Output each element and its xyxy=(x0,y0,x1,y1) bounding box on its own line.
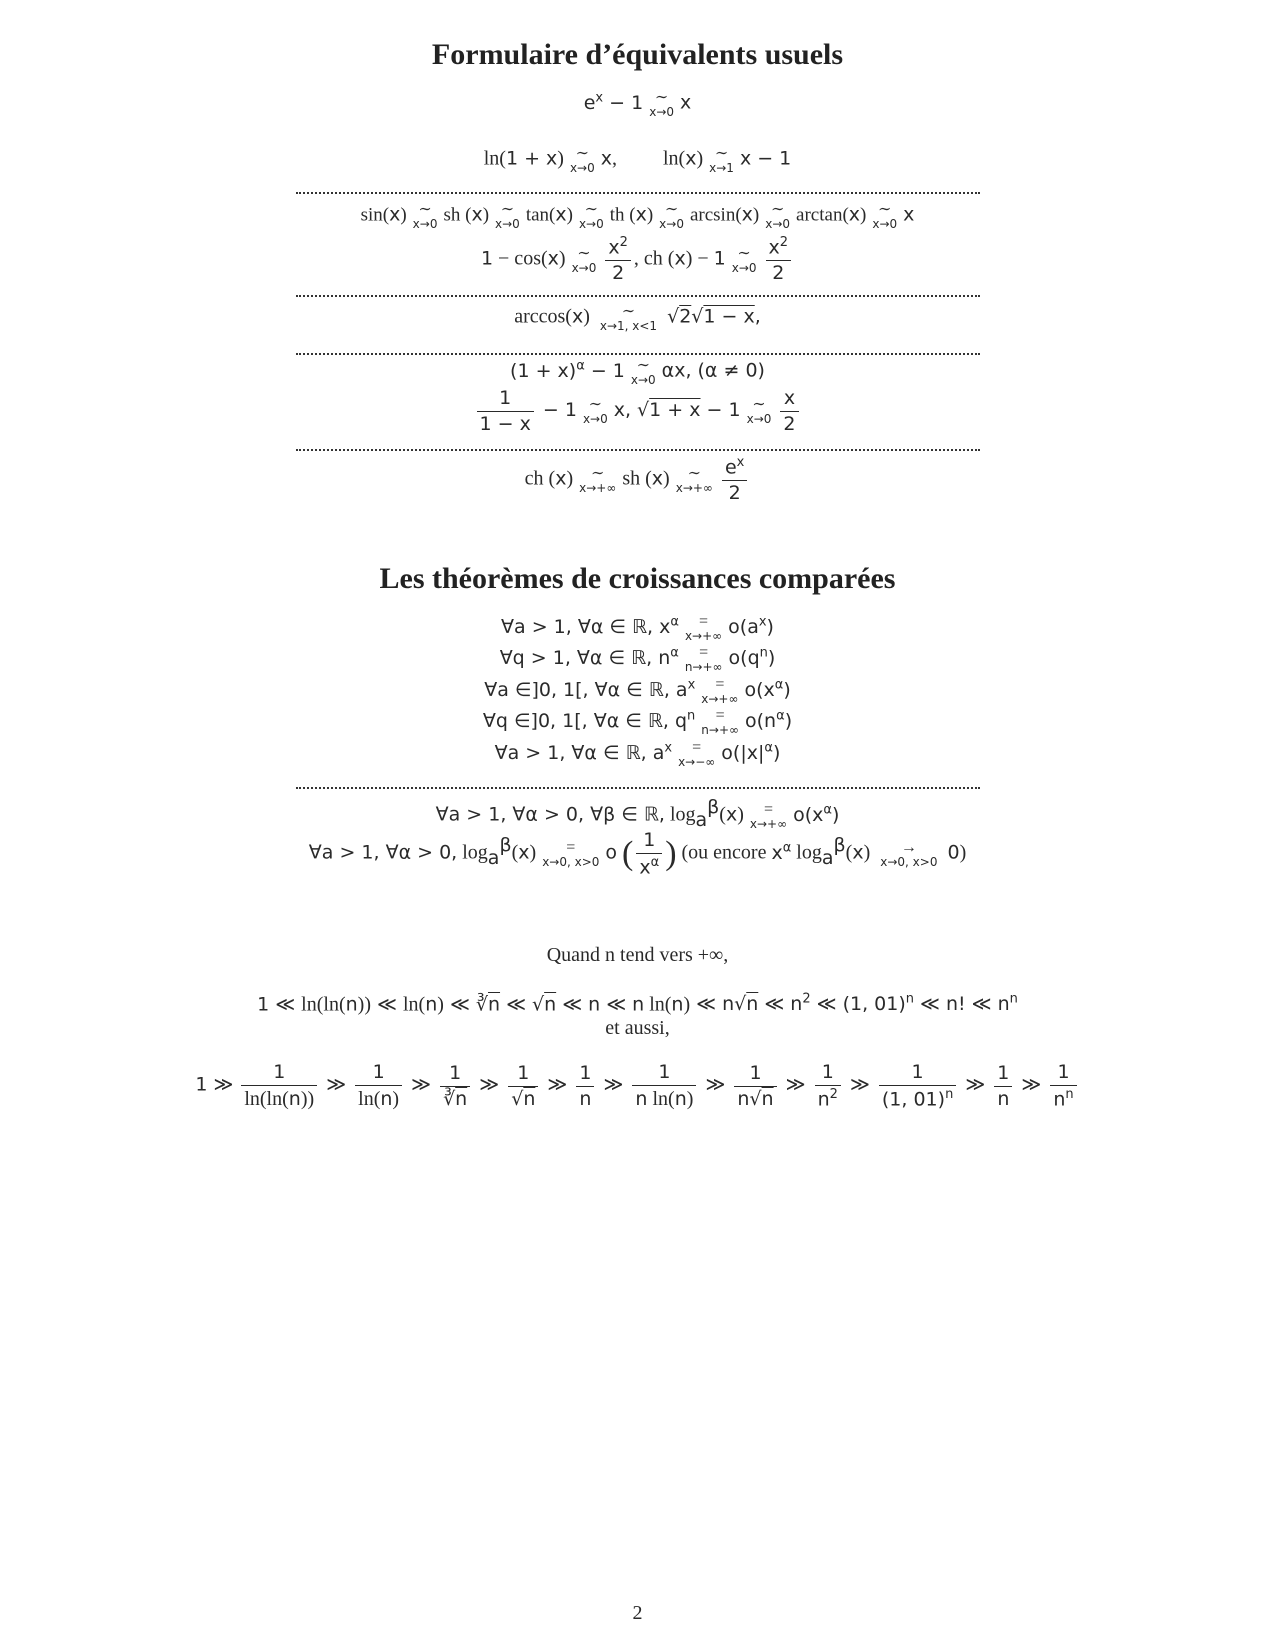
section-title-equivalents: Formulaire d’équivalents usuels xyxy=(431,38,844,71)
formula-croissance-3: ∀a ∈]0, 1[, ∀α ∈ ℝ, $a^x$ = x→+∞ $o(x^\alpha)$ xyxy=(484,676,791,706)
formula-inverse-sqrt-equivalents: $\frac{1}{1 - x}$ − 1 ∼ x→0 x, √1 + x − 1 ∼ x→0 $\frac{x}{2}$ xyxy=(0,388,1275,435)
dotted-separator xyxy=(296,787,980,789)
formula-croissance-4: ∀q ∈]0, 1[, ∀α ∈ ℝ, $q^n$ = n→+∞ $o(n^\alpha)$ xyxy=(482,707,793,737)
formula-cos-ch-equivalents: 1 − cos(x) ∼ x→0 $\frac{x^2}{2}$ , ch (x) − 1 ∼ x→0 $\frac{x^2}{2}$ xyxy=(0,236,1275,284)
formula-croissance-log-1: ∀a > 1, ∀α > 0, ∀β ∈ ℝ, $\log_a^\beta(x)$ = x→+∞ $o(x^\alpha)$ xyxy=(435,796,840,832)
formula-hyperbolic-infinity: ch (x) ∼ x→+∞ sh (x) ∼ x→+∞ $\frac{e^x}{2}$ xyxy=(0,456,1275,504)
section-title-croissances: Les théorèmes de croissances comparées xyxy=(379,562,896,595)
growth-chain: 1 ≪ ln(ln(n)) ≪ ln(n) ≪ $∛\overline{n}$ ≪ √n ≪ n ≪ n ln(n) ≪ n√n ≪ $n^2$ ≪ (1, 01)$^n$ ≪ n! ≪ $n^n$ xyxy=(257,992,1018,1016)
decay-chain: 1 ≫ $\frac{1}{\ln(\ln(n))}$ ≫ $\frac{1}{\ln(n)}$ ≫ $\frac{1}{∛\overline{n}}$ ≫ $\frac{1}{√n}$ ≫ $\frac{1}{n}$ ≫ $\frac{1}{\text{n ln(n)}}$ ≫ $\frac{1}{n√n}$ ≫ $\frac{1}{n^2}$ ≫ $\frac{1}{(1, 01)^n}$ ≫ $\frac{1}{n}$ ≫ $\frac{1}{n^n}$ xyxy=(0,1062,1275,1110)
quand-intro: Quand n tend vers +∞, xyxy=(546,944,729,966)
formula-trig-equivalents: sin(x) ∼ x→0 sh (x) ∼ x→0 tan(x) ∼ x→0 th (x) ∼ x→0 arcsin(x) ∼ x→0 arctan(x) ∼ x→0 x xyxy=(360,201,915,231)
formula-croissance-log-2: ∀a > 1, ∀α > 0, $\log_a^\beta(x)$ = x→0, x>0 o ( $\frac{1}{x^\alpha}$ ) (ou encore $x^\alpha$ $\log_a^\beta(x)$ → x→0, x>0 0) xyxy=(308,829,967,879)
dotted-separator xyxy=(296,353,980,355)
formula-power-equivalent: $(1 + x)^\alpha - 1$ ∼ x→0 αx, (α ≠ 0) xyxy=(510,357,765,387)
formula-croissance-5: ∀a > 1, ∀α ∈ ℝ, $a^x$ = x→−∞ $o(|x|^\alpha)$ xyxy=(494,739,781,769)
page-number: 2 xyxy=(632,1602,643,1624)
formula-exp-equivalent: $e^x - 1$ ∼ x→0 x xyxy=(583,89,692,119)
dotted-separator xyxy=(296,295,980,297)
formula-croissance-1: ∀a > 1, ∀α ∈ ℝ, $x^\alpha$ = x→+∞ $o(a^x)$ xyxy=(501,613,774,643)
dotted-separator xyxy=(296,449,980,451)
formula-croissance-2: ∀q > 1, ∀α ∈ ℝ, $n^\alpha$ = n→+∞ $o(q^n)$ xyxy=(499,644,776,674)
formula-arccos-equivalent: arccos(x) ∼ x→1, x<1 √2√1 − x, xyxy=(514,303,761,333)
formula-ln-equivalents: ln(1 + x) ∼ x→0 x, ln(x) ∼ x→1 x − 1 xyxy=(483,145,792,175)
et-aussi: et aussi, xyxy=(605,1017,670,1039)
dotted-separator xyxy=(296,192,980,194)
